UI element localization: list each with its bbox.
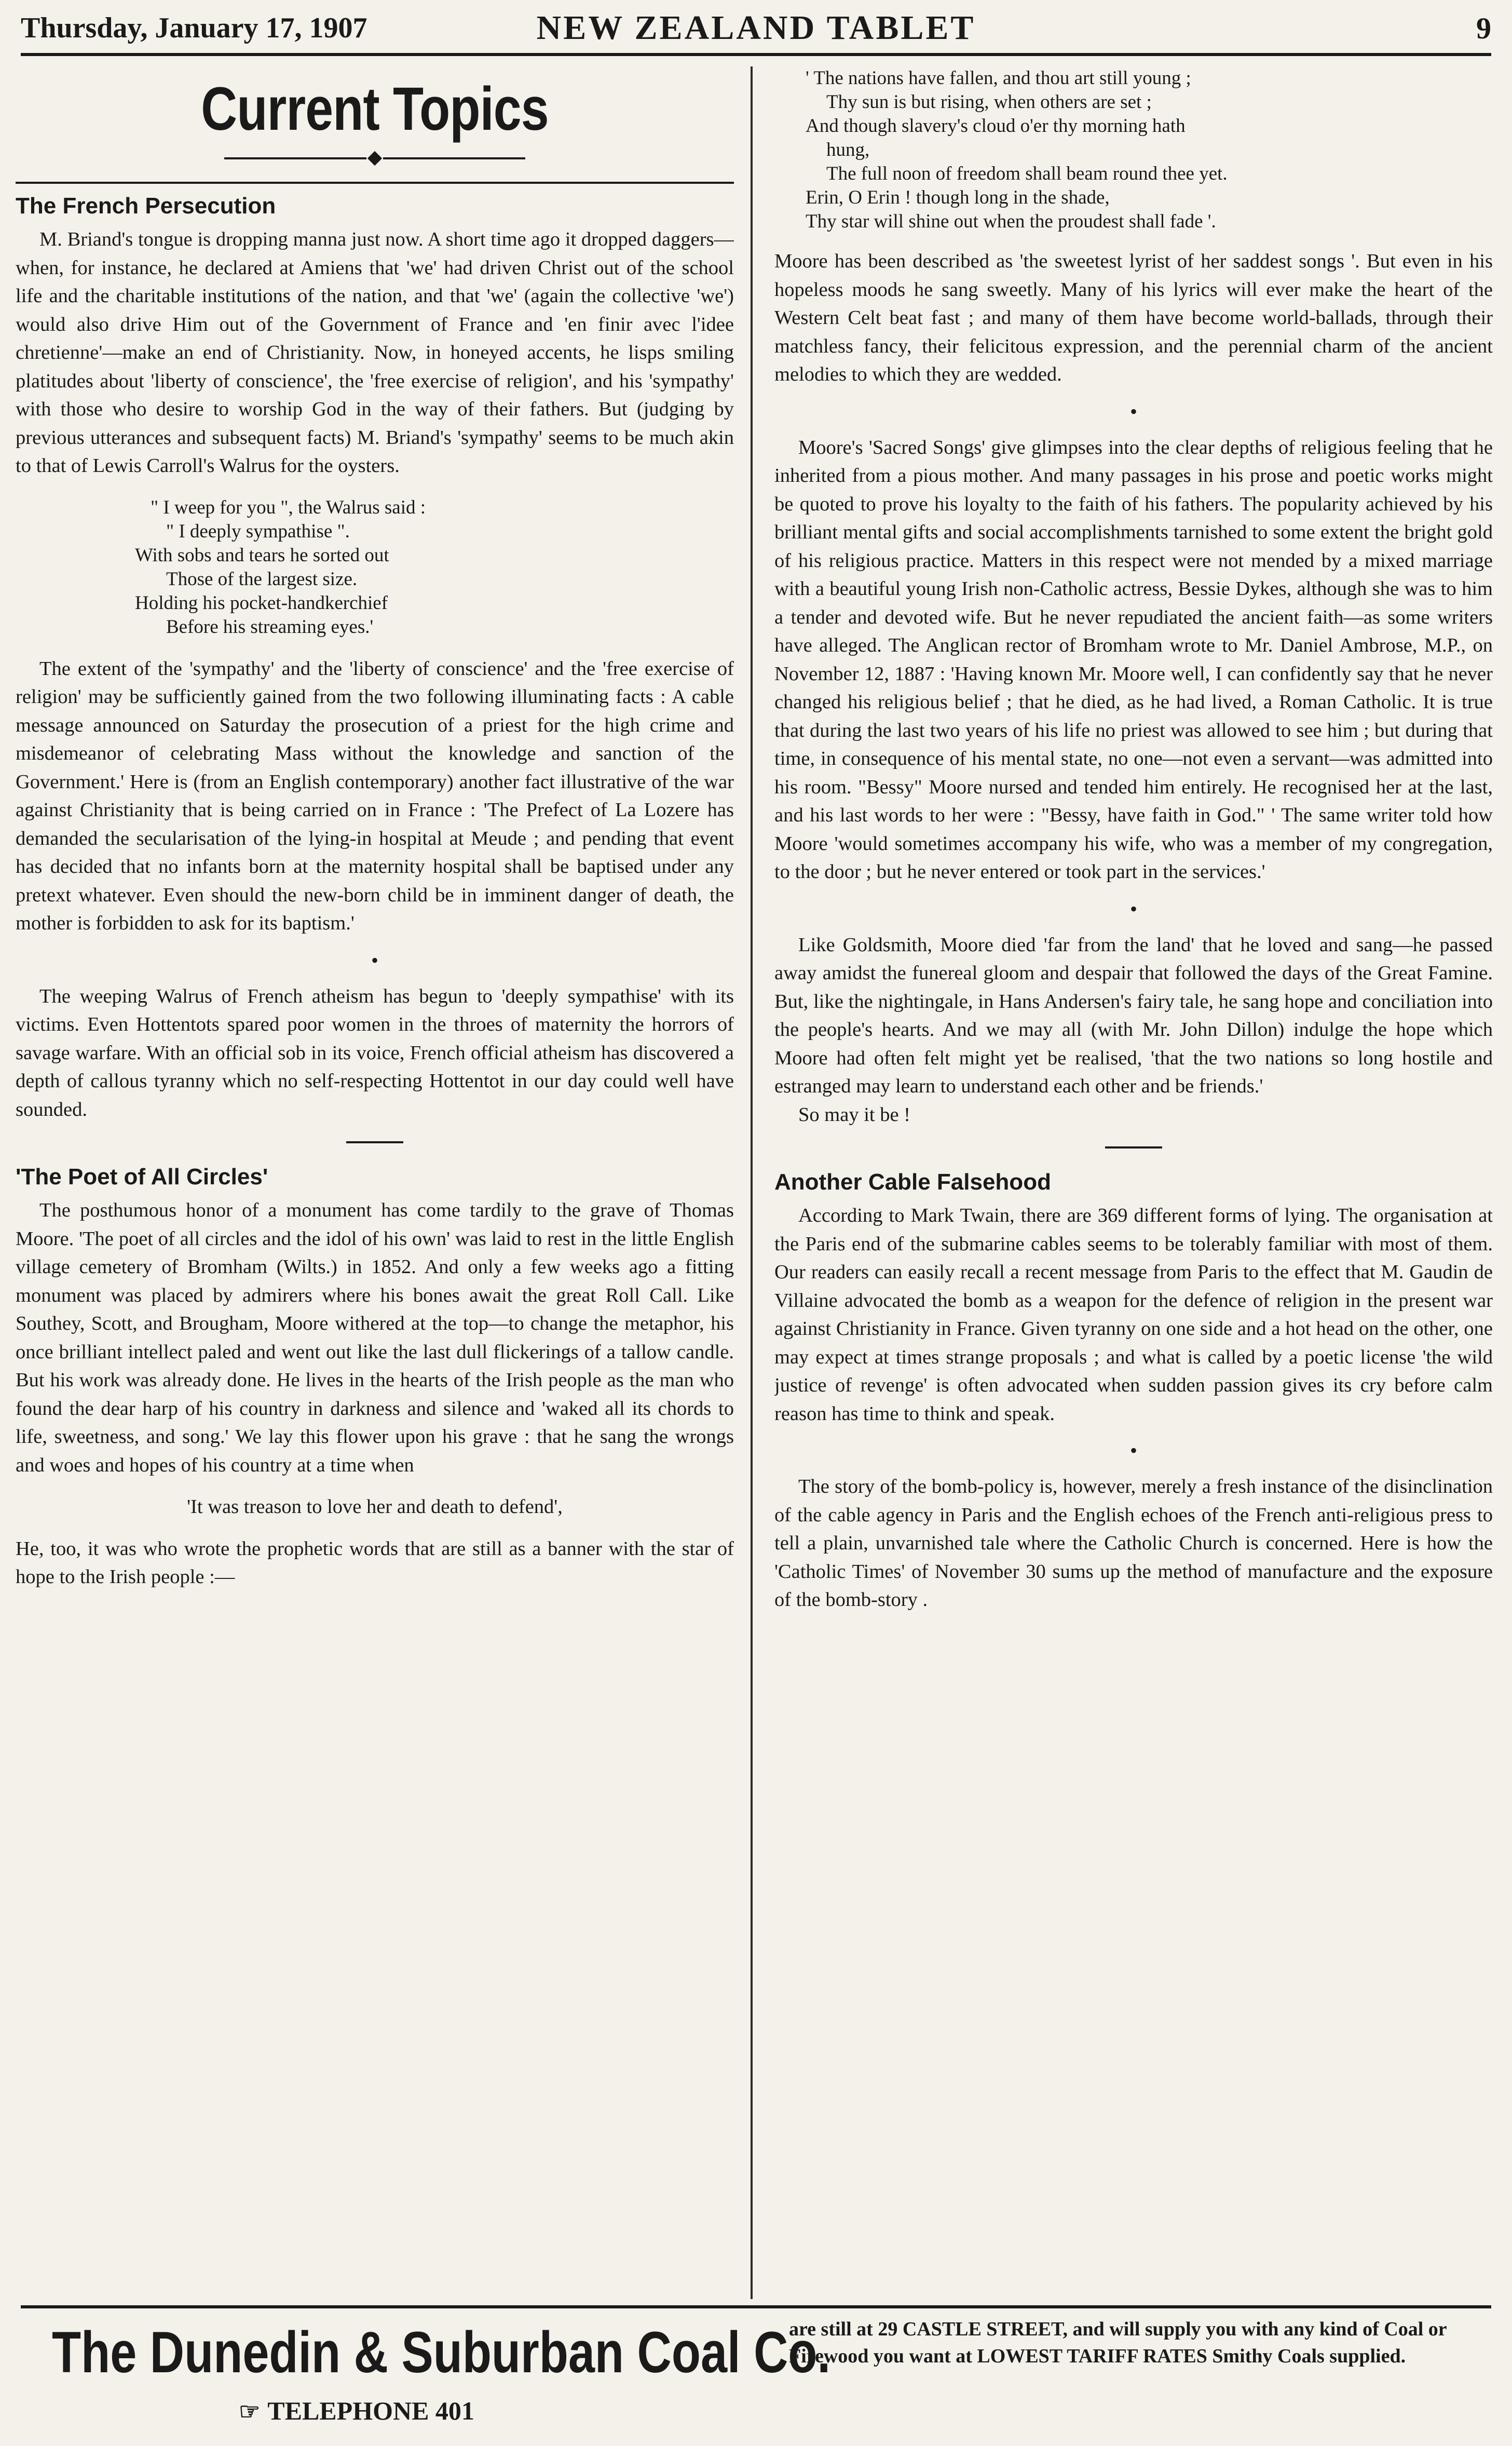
poem-line: And though slavery's cloud o'er thy morning hath	[806, 115, 1186, 137]
advertiser-name: The Dunedin & Suburban Coal Co.	[52, 2320, 831, 2385]
article-paragraph: He, too, it was who wrote the prophetic words that are still as a banner with the star of hope to the Irish people :—	[16, 1537, 734, 1588]
coal-advertisement	[21, 2305, 1491, 2438]
telephone-line	[239, 2396, 474, 2426]
poem-line: Before his streaming eyes.'	[166, 616, 374, 638]
article-paragraph: M. Briand's tongue is dropping manna just now. A short time ago it dropped daggers—when, for instance, he declared at Amiens that 'we' had driven Christ out of the school life and the charitable institutions of the nation, and that 'we' (again the collective 'we') would also drive Him out of the Government of France and 'en finir avec l'idee chretienne'—make an end of Christianity. Now, in honeyed accents, he lisps smiling platitudes about 'liberty of conscience', the 'free exercise of religion', and his 'sympathy' with those who desire to worship God in the way of their fathers. But (judging by previous utterances and subsequent facts) M. Briand's 'sympathy' seems to be much akin to that of Lewis Carroll's Walrus for the oysters.	[16, 228, 734, 477]
poem-line: Those of the largest size.	[166, 568, 358, 590]
section-rule	[346, 1141, 403, 1143]
section-separator: •	[1129, 1439, 1137, 1462]
section-title: Current Topics	[201, 75, 549, 143]
section-separator: •	[1129, 399, 1137, 423]
article-heading-poet-of-all-circles: 'The Poet of All Circles'	[16, 1164, 268, 1190]
advertisement-text: are still at 29 CASTLE STREET, and will supply you with any kind of Coal or Firewood you want at LOWEST TARIFF RATES Smithy Coals supplied.	[789, 2318, 1447, 2367]
article-paragraph: The story of the bomb-policy is, however, merely a fresh instance of the disinclination of the cable agency in Paris and the English echoes of the French anti-religious press to tell a plain, unvarnished tale where the Catholic Church is concerned. Here is how the 'Catholic Times' of November 30 sums up the method of manufacture and the exposure of the bomb-story .	[774, 1476, 1493, 1611]
walrus-poem	[135, 496, 734, 639]
poem-line: Holding his pocket-handkerchief	[135, 592, 388, 614]
poem-line: " I weep for you ", the Walrus said :	[151, 496, 426, 518]
poem-line: Thy sun is but rising, when others are set ;	[826, 91, 1152, 113]
column-divider	[751, 66, 753, 2299]
masthead	[21, 3, 1491, 56]
poem-line: " I deeply sympathise ".	[166, 520, 350, 542]
article-paragraph: The posthumous honor of a monument has come tardily to the grave of Thomas Moore. 'The poet of all circles and the idol of his own' was laid to rest in the little English village cemetery of Bromham (Wilts.) in 1852. And only a few weeks ago a fitting monument was placed by admirers where his bones await the great Roll Call. Like Southey, Scott, and Brougham, Moore withered at the top—to change the metaphor, his once brilliant intellect paled and went out like the last dull flickerings of a tallow candle. But his work was already done. He lives in the hearts of the Irish people as the man who found the dear harp of his country in darkness and silence and 'waked all its chords to life, sweetness, and song.' We lay this flower upon his grave : that he sang the wrongs and woes and hopes of his country at a time when	[16, 1199, 734, 1476]
article-heading-french-persecution: The French Persecution	[16, 182, 734, 219]
poem-line: The full noon of freedom shall beam round thee yet.	[826, 163, 1228, 184]
section-separator: •	[1129, 897, 1137, 921]
article-closing-line: So may it be !	[798, 1103, 910, 1126]
issue-date: Thursday, January 17, 1907	[21, 12, 367, 44]
poem-line: Thy star will shine out when the proudest shall fade '.	[806, 211, 1216, 232]
section-rule	[1105, 1146, 1162, 1148]
section-separator: •	[371, 948, 378, 972]
article-paragraph: According to Mark Twain, there are 369 different forms of lying. The organisation at the Paris end of the submarine cables seems to be tolerably familiar with most of them. Our readers can easily recall a recent message from Paris to the effect that M. Gaudin de Villaine advocated the bomb as a weapon for the defence of religion in the present war against Christianity in France. Given tyranny on one side and a hot head on the other, one may expect at times strange proposals ; and what is called by a poetic license 'the wild justice of revenge' is often advocated when sudden passion gives its cry before calm reason has time to think and speak.	[774, 1205, 1493, 1425]
poem-line: ' The nations have fallen, and thou art still young ;	[806, 67, 1191, 89]
poem-line: With sobs and tears he sorted out	[135, 544, 389, 566]
article-paragraph: Like Goldsmith, Moore died 'far from the land' that he loved and sang—he passed away amidst the funereal gloom and despair that followed the days of the Great Famine. But, like the nightingale, in Hans Andersen's fairy tale, he sang hope and conciliation into the people's hearts. And we may all (with Mr. John Dillon) indulge the hope which Moore had often felt might yet be realised, 'that the two nations so long hostile and estranged may learn to understand each other and be friends.'	[774, 934, 1493, 1097]
article-heading-cable-falsehood: Another Cable Falsehood	[774, 1169, 1051, 1195]
poem-line: hung,	[826, 139, 870, 160]
left-column	[16, 66, 734, 1591]
article-paragraph: Moore has been described as 'the sweetest lyrist of her saddest songs '. But even in his hopeless moods he sang sweetly. Many of his lyrics will ever make the heart of the Western Celt beat fast ; and many of them have become world-ballads, through their matchless fancy, their felicitous expression, and the perennial charm of the ancient melodies to which they are wedded.	[774, 250, 1493, 385]
quoted-line: 'It was treason to love her and death to defend',	[187, 1496, 563, 1518]
page-number: 9	[1476, 11, 1491, 45]
title-ornament	[224, 154, 525, 163]
telephone-number: TELEPHONE 401	[267, 2396, 474, 2425]
moore-poem	[806, 66, 1493, 234]
poem-line: Erin, O Erin ! though long in the shade,	[806, 187, 1110, 208]
article-paragraph: Moore's 'Sacred Songs' give glimpses into the clear depths of religious feeling that he inherited from a pious mother. And many passages in his prose and poetic works might be quoted to prove his loyalty to the faith of his fathers. The popularity achieved by his brilliant mental gifts and social accomplishments tarnished to some extent the bright gold of his religious practice. Matters in this respect were not mended by a mixed marriage with a beautiful young Irish non-Catholic actress, Bessie Dykes, although she was to him a tender and devoted wife. But he never repudiated the ancient faith—as some writers have alleged. The Anglican rector of Bromham wrote to Mr. Daniel Ambrose, M.P., on November 12, 1887 : 'Having known Mr. Moore well, I can confidently say that he never changed his religious belief ; that he died, as he had lived, a Roman Catholic. It is true that during the last two years of his life no priest was allowed to see him ; but during that time, in consequence of his mental state, no one—not even a servant—was admitted into his room. "Bessy" Moore nursed and tended him entirely. He recognised her at the last, and his last words to her were : "Bessy, have faith in God." ' The same writer told how Moore 'would sometimes accompany his wife, who was a member of my congregation, to the door ; but he never entered or took part in the services.'	[774, 436, 1493, 883]
publication-name: NEW ZEALAND TABLET	[536, 9, 976, 47]
pointing-hand-icon: ☞	[239, 2398, 261, 2425]
article-paragraph: The weeping Walrus of French atheism has begun to 'deeply sympathise' with its victims. Even Hottentots spared poor women in the throes of maternity the horrors of savage warfare. With an official sob in its voice, French official atheism has discovered a depth of callous tyranny which no self-respecting Hottentot in our day could well have sounded.	[16, 985, 734, 1120]
article-paragraph: The extent of the 'sympathy' and the 'liberty of conscience' and the 'free exercise of religion' may be sufficiently gained from the two following illuminating facts : A cable message announced on Saturday the prosecution of a priest for the high crime and misdemeanor of celebrating Mass without the knowledge and sanction of the Government.' Here is (from an English contemporary) another fact illustrative of the war against Christianity that is being carried on in France : 'The Prefect of La Lozere has demanded the secularisation of the lying-in hospital at Meude ; and pending that event has decided that no infants born at the maternity hospital shall be baptised under any pretext whatever. Even should the new-born child be in imminent danger of death, the mother is forbidden to ask for its baptism.'	[16, 657, 734, 934]
right-column	[774, 66, 1493, 1614]
